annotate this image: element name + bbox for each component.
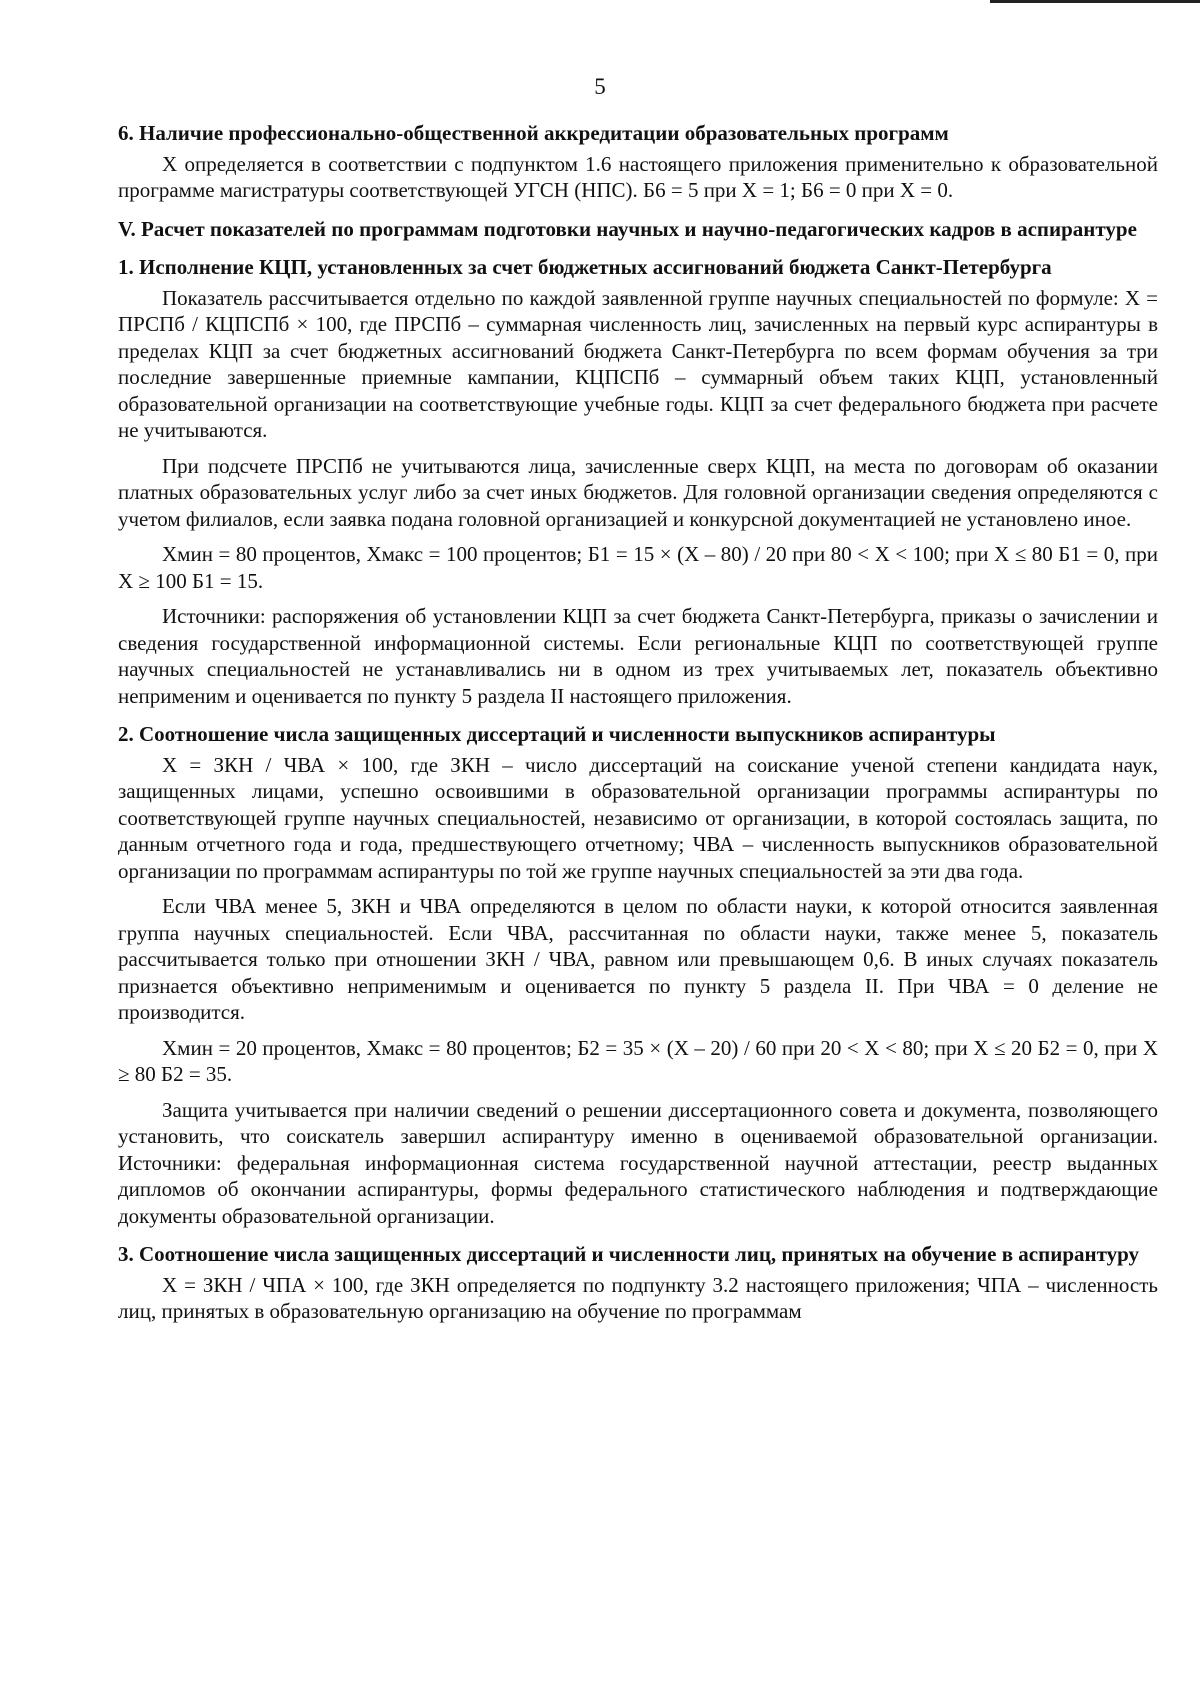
scan-edge-line (990, 0, 1200, 3)
paragraph: Хмин = 20 процентов, Хмакс = 80 процентов; Б2 = 35 × (Х – 20) / 60 при 20 < Х < 80; при Х ≤ 20 Б2 = 0, при Х ≥ 80 Б2 = 35. (118, 1035, 1158, 1086)
paragraph: При подсчете ПРСПб не учитываются лица, зачисленные сверх КЦП, на места по договорам об оказании платных образовательных услуг либо за счет иных бюджетов. Для головной организации сведения определяются с учетом филиалов, если заявка подана головной организацией и конкурсной документацией не установлено иное. (118, 453, 1158, 531)
heading-defended-vs-graduates: 2. Соотношение числа защищенных диссертаций и численности выпускников аспирантуры (118, 722, 996, 746)
paragraph: Х = ЗКН / ЧПА × 100, где ЗКН определяется по подпункту 3.2 настоящего приложения; ЧПА – численность лиц, принятых в образовательную организацию на обучение по программам (118, 1272, 1158, 1323)
paragraph: Х определяется в соответствии с подпунктом 1.6 настоящего приложения применительно к образовательной программе магистратуры соответствующей УГСН (НПС). Б6 = 5 при Х = 1; Б6 = 0 при Х = 0. (118, 151, 1158, 202)
paragraph: Показатель рассчитывается отдельно по каждой заявленной группе научных специальностей по формуле: Х = ПРСПб / КЦПСПб × 100, где ПРСПб – суммарная численность лиц, зачисленных на первый курс аспирантуры в пределах КЦП за счет бюджетных ассигнований бюджета Санкт-Петербурга по всем формам обучения за три последние завершенные приемные кампании, КЦПСПб – суммарный объем таких КЦП, установленный образовательной организации на соответствующие учебные годы. КЦП за счет федерального бюджета при расчете не учитываются. (118, 285, 1158, 442)
section-heading-postgraduate: V. Расчет показателей по программам подготовки научных и научно-педагогических кадров в аспирантуре (118, 216, 1137, 241)
document-body (118, 120, 1158, 1325)
page-number: 5 (594, 74, 606, 99)
paragraph: Защита учитывается при наличии сведений о решении диссертационного совета и документа, позволяющего установить, что соискатель завершил аспирантуру именно в оцениваемой образовательной организации. Источники: федеральная информационная система государственной научной аттестации, реестр выданных дипломов об окончании аспирантуры, формы федерального статистического наблюдения и подтверждающие документы образовательной организации. (118, 1097, 1158, 1228)
heading-defended-vs-admitted: 3. Соотношение числа защищенных диссертаций и численности лиц, принятых на обучение в аспирантуру (118, 1242, 1140, 1266)
paragraph: Х = ЗКН / ЧВА × 100, где ЗКН – число диссертаций на соискание ученой степени кандидата наук, защищенных лицами, успешно освоившими в образовательной организации программы аспирантуры по соответствующей группе научных специальностей, независимо от организации, в которой состоялась защита, по данным отчетного года и года, предшествующего отчетному; ЧВА – численность выпускников образовательной организации по программам аспирантуры по той же группе научных специальностей за эти два года. (118, 752, 1158, 883)
paragraph: Источники: распоряжения об установлении КЦП за счет бюджета Санкт-Петербурга, приказы о зачислении и сведения государственной информационной системы. Если региональные КЦП по соответствующей группе научных специальностей не устанавливались ни в одном из трех учитываемых лет, показатель объективно неприменим и оценивается по пункту 5 раздела II настоящего приложения. (118, 604, 1158, 708)
paragraph: Хмин = 80 процентов, Хмакс = 100 процентов; Б1 = 15 × (Х – 80) / 20 при 80 < Х < 100; при Х ≤ 80 Б1 = 0, при Х ≥ 100 Б1 = 15. (118, 542, 1158, 593)
heading-accreditation: 6. Наличие профессионально-общественной аккредитации образовательных программ (118, 121, 949, 145)
paragraph: Если ЧВА менее 5, ЗКН и ЧВА определяются в целом по области науки, к которой относится заявленная группа научных специальностей. Если ЧВА, рассчитанная по области науки, также менее 5, показатель рассчитывается только при отношении ЗКН / ЧВА, равном или превышающем 0,6. В иных случаях показатель признается объективно неприменимым и оценивается по пункту 5 раздела II. При ЧВА = 0 деление не производится. (118, 894, 1158, 1024)
heading-kcp-execution: 1. Исполнение КЦП, установленных за счет бюджетных ассигнований бюджета Санкт-Петербурга (118, 255, 1052, 279)
